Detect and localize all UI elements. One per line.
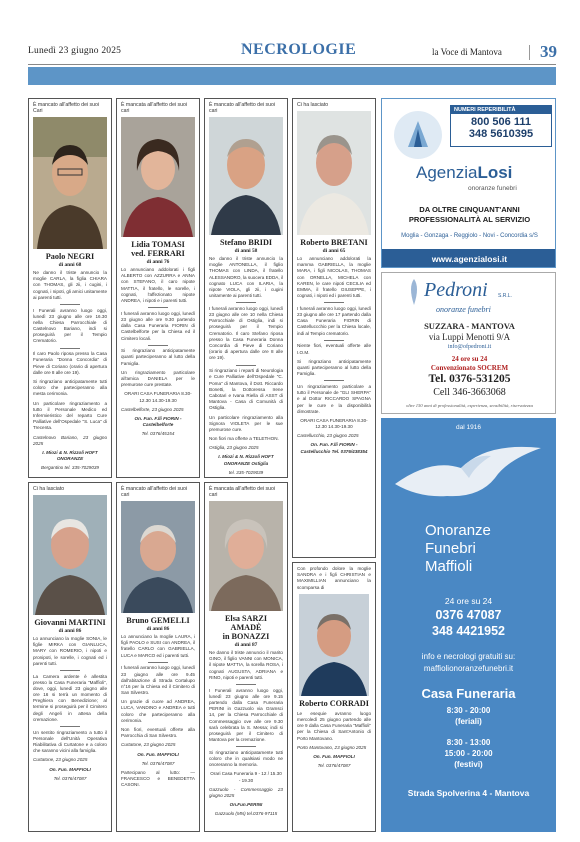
notice-text: Si ringraziano anticipatamente quanti parteciperanno al lutto della Famiglia. <box>121 348 195 366</box>
losi-tagline: DA OLTRE CINQUANT'ANNI <box>419 205 520 214</box>
funeral-firm: On. Fun. MAFFIOLI <box>137 751 179 757</box>
pedroni-footer: oltre 150 anni di professionalità, esperienza, sensibilità, riservatezza <box>406 403 533 408</box>
notice-sarzi <box>204 482 288 832</box>
losi-logo-icon <box>390 107 446 163</box>
notice-kicker: È mancato all'affetto dei suoi Cari <box>33 102 100 114</box>
funeral-phone: Tel. 0376/47087 <box>317 763 351 769</box>
notice-negri <box>28 98 112 478</box>
deceased-age: di anni 68 <box>58 262 82 269</box>
notice-text: I funerali avranno luogo oggi, lunedì 23 giugno alle ore 9.30 partendo dalla Casa Funeraria FIORIN di Castelbelforte per la Chiesa ed il Cimitero locali. <box>121 310 195 341</box>
funeral-firm: On. Fun. F.lli FIORIN - Castellucchio Tel. 0376/438354 <box>300 442 368 454</box>
funeral-firm: I. Miozi & N. Rizzoli HOFT ONORANZE <box>42 449 98 462</box>
portrait-photo <box>33 495 107 615</box>
notice-text: Ne danno il triste annuncio il marito GINO, il figlio VANNI con MONICA, il nipote MATTIA, la sorella ROSA, i cognati AUGUSTA, ADRIANA e RINO, nipoti e parenti tutti. <box>209 650 283 680</box>
page-date: Lunedì 23 giugno 2025 <box>28 46 122 56</box>
maffioli-opening: 15:00 - 20:00 <box>444 749 493 758</box>
maffioli-phone: 348 4421952 <box>432 624 505 638</box>
losi-subtitle: onoranze funebri <box>468 185 517 192</box>
notice-text: Un ringraziamento particolare a tutto il Personale de "GLI SHERPA" e al Dottor RICCARDO SPAGNA per le cure e la disponibilità dimostrate. <box>297 383 371 414</box>
maffioli-opening-label: (feriali) <box>455 717 482 726</box>
separator <box>324 380 344 381</box>
notice-text: Ne danno il triste annuncio la moglie CARLA, la figlia CHIARA con THOMAS, gli zii, i cugini, i cognati, i nipoti, gli amici unitamente ai parenti tutti. <box>33 270 107 300</box>
maffioli-funeral-home: Casa Funeraria <box>421 686 516 701</box>
notice-place: Curtatone, 23 giugno 2025 <box>121 742 176 748</box>
maffioli-title: Funebri <box>425 540 476 557</box>
notice-text: Le esequie avranno luogo mercoledì 25 giugno partendo alle ore 9 dalla Casa Funeraria "Maffioli" per la Chiesa di Sant'Antonio di Porto Mantovano. <box>297 710 371 741</box>
notice-text: Il caro Paolo riposa presso la Casa Funeraria "Donna Concordia" di Pieve di Coriano (orario di apertura dalle ore 8 alle ore 19). <box>33 351 107 375</box>
header-divider <box>529 45 530 60</box>
notice-text: Lo annunciano la moglie LAURA, i figli PAOLO e SUSI con ANDREA, il fratello CARLO con GABRIELLA, LUCA e MARCO ed i parenti tutti. <box>121 634 195 658</box>
notice-text: Lo annunciano addolorati la mamma GABRIELLA, la moglie MARA, i figli NICOLAS, THOMAS con ORNELLA, MICHELA con KAREN, le care nipoti CECILIA ed EMMA, il fratello GIUSEPPE, i cognati, i nipoti ed i parenti tutti. <box>297 256 371 299</box>
header-rule <box>28 64 556 65</box>
maffioli-title: Onoranze <box>425 522 491 539</box>
funeral-phone: Tel. 0376/47087 <box>141 760 175 766</box>
notice-place: Curtatone, 23 giugno 2025 <box>33 757 88 763</box>
notice-text: Un ringraziamento particolare all'amica DANIELA per le premurose cure prestate. <box>121 369 195 388</box>
notice-text: Lo annunciano la moglie SONIA, le figlie MIRKA con GIANLUCA, MARY con ROMERIO, i nipoti e pronipoti, le sorelle, i cognati ed i parenti tutti. <box>33 636 107 666</box>
maffioli-address: Strada Spolverina 4 - Mantova <box>407 788 530 798</box>
notice-kicker: È mancato all'affetto dei suoi cari <box>121 486 188 498</box>
losi-brand <box>416 163 512 183</box>
dove-icon <box>391 438 547 516</box>
phone-box-title: NUMERI REPERIBILITÀ <box>451 106 551 114</box>
phone-number: 800 506 111 <box>471 116 531 128</box>
pedroni-subtitle: onoranze funebri <box>436 305 491 314</box>
notice-corradi <box>292 562 376 832</box>
losi-website[interactable]: www.agenzialosi.it <box>382 249 556 268</box>
ad-pedroni <box>381 272 556 414</box>
dove-icon <box>406 277 422 307</box>
notice-text: Un particolare ringraziamento alla Signora VIOLETA per le sue premurose cure. <box>209 414 283 432</box>
notice-text: Lo annunciano addolorati i figli ALBERTO con AZZURRA e ANNA con STEFANO, il caro nipote MATTIA, il fratello, le sorelle, i cognati, l'affezionato nipote ANDREA, i nipoti e i parenti tutti. <box>121 267 195 303</box>
portrait-photo <box>121 501 195 613</box>
notice-place: Castelnovo Bariano, 23 giugno 2025 <box>33 434 107 446</box>
notice-kicker: È mancata all'affetto dei suoi cari <box>121 102 188 114</box>
notice-kicker: Ci ha lasciato <box>33 486 65 492</box>
pedroni-hours: 24 ore su 24 <box>451 355 488 363</box>
deceased-married-name: in BONAZZI <box>222 632 270 642</box>
separator <box>236 365 256 366</box>
ad-agenzia-losi <box>381 98 556 268</box>
pedroni-email[interactable]: info@ofpedroni.it <box>447 344 492 350</box>
page-number: 39 <box>540 42 557 61</box>
maffioli-opening-label: (festivi) <box>454 760 483 769</box>
separator <box>236 302 256 303</box>
maffioli-opening: 8:30 - 20:00 <box>446 706 491 715</box>
brand-part: Agenzia <box>416 163 478 182</box>
maffioli-opening: 8:30 - 13:00 <box>446 738 491 747</box>
funeral-firm: On. Fun. F.lli FIORIN - Castelbelforte <box>134 415 182 428</box>
notice-bretani <box>292 98 376 558</box>
notice-text: Non fiori ma offerte a TELETHON. <box>209 436 279 442</box>
portrait-photo <box>297 111 371 235</box>
notice-martini <box>28 482 112 832</box>
funeral-firm: On.Fun.PERINI <box>229 802 263 808</box>
maffioli-phone: 0376 47087 <box>435 608 502 622</box>
pedroni-city: SUZZARA - MANTOVA <box>424 321 515 331</box>
losi-tagline: PROFESSIONALITÀ AL SERVIZIO <box>408 215 531 224</box>
notice-text: I Funerali avranno luogo oggi, lunedì 23 giugno alle ore 16.30 nella Chiesa Parrocchiale di Castelnovo Bariano, indi si proseguirà per il Tempio Crematorio. <box>33 307 107 344</box>
deceased-age: di anni 86 <box>58 628 82 635</box>
funeral-firm: I. Miozi & N. Rizzoli HOFT ONORANZE Ostiglia <box>218 454 274 466</box>
deceased-name: Bruno GEMELLI <box>126 616 190 625</box>
separator <box>60 726 80 727</box>
notice-tomasi <box>116 98 200 478</box>
portrait-photo <box>299 594 369 696</box>
portrait-photo <box>121 117 195 237</box>
maffioli-hours: 24 ore su 24 <box>444 596 493 606</box>
funeral-firm: On. Fun. MAFFIOLI <box>49 766 91 772</box>
deceased-married-name: ved. FERRARI <box>131 249 185 259</box>
notice-place: Porto Mantovano, 23 giugno 2025 <box>297 744 367 750</box>
funeral-phone: Tel. 0376/45154 <box>141 431 175 437</box>
deceased-name: Elsa SARZI AMADÈ <box>224 614 268 633</box>
deceased-age: di anni 86 <box>146 626 170 633</box>
separator <box>324 302 344 303</box>
portrait-photo <box>209 501 283 611</box>
notice-text: Si ringraziano anticipatamente quanti parteciperanno al lutto della Famiglia. <box>297 358 371 377</box>
pedroni-convention: Convenzionato SOCREM <box>430 364 509 372</box>
portrait-photo <box>209 117 283 235</box>
deceased-age: di anni 58 <box>234 248 258 255</box>
deceased-name: Roberto CORRADI <box>299 698 369 708</box>
separator <box>148 307 168 308</box>
separator <box>236 746 256 747</box>
notice-text: Un particolare ringraziamento a tutto il Personale Medico ed Infermieristico del reparto Cure Palliative dell'Ospedale "S. Luca" di Trecenta. <box>33 400 107 431</box>
funeral-phone: tel. 335-7029039 <box>228 469 264 475</box>
funeral-phone: Bergantino tel. 335-7029039 <box>41 465 99 471</box>
notice-text: I funerali avranno luogo oggi, lunedì 23 giugno alle ore 9.45 dall'abitazione di Strada Cortalupo n°16 per la Chiesa ed il Cimitero di San Silvestro. <box>121 665 195 696</box>
notice-text: Niente fiori, eventuali offerte alle I.O.M. <box>297 343 371 355</box>
notice-text: I funerali avranno luogo oggi, lunedì 23 giugno alle ore 17 partendo dalla Casa Funeraria FIORIN di Castelluccchio per la Chiesa locale, indi al Tempio crematorio. <box>297 305 371 336</box>
losi-towns: Moglia - Gonzaga - Reggiolo - Novi - Concordia s/S <box>401 233 538 239</box>
funeral-firm: On. Fun. MAFFIOLI <box>313 753 355 759</box>
pedroni-company-type: S.R.L. <box>498 293 512 299</box>
condolence-note: Partecipano al lutto: — FRANCESCO e BENEDETTA CASONI. <box>121 769 195 788</box>
maffioli-title: Maffioli <box>425 558 473 575</box>
section-title: NECROLOGIE <box>241 41 357 58</box>
maffioli-info: info e necrologi gratuiti su: <box>421 652 516 661</box>
deceased-name: Giovanni MARTINI <box>34 618 106 627</box>
page-header <box>28 42 556 64</box>
funeral-hours: Orari Casa Funeraria 9 - 12 / 15.30 - 19.30 <box>210 771 282 783</box>
deceased-name: Stefano BRIDI <box>219 238 273 247</box>
notice-text: Con profondo dolore la moglie SANDRA e i figli CHRISTIAN e MAXIMILLIAN annunciano la scomparsa di <box>297 566 371 590</box>
funeral-phone: Gazzuolo (MN) tel.0376-97115 <box>214 811 278 817</box>
separator <box>60 304 80 305</box>
ad-maffioli <box>381 418 556 832</box>
notice-text: Non fiori, eventuali offerte alla Parrocchia di San Silvestro. <box>121 727 195 739</box>
phone-box <box>450 105 552 147</box>
notice-gemelli <box>116 482 200 832</box>
notice-text: I funerali avranno luogo oggi, lunedì 23 giugno alle ore 10 nella Chiesa Parrocchiale di Ostiglia, indi si proseguirà per il Tempio Crematorio. Il caro Stefano riposa presso la Casa Funeraria Donna Concordia di Pieve di Coriano (orario di apertura dalle ore 8 alle ore 19). <box>209 305 283 361</box>
separator <box>60 670 80 671</box>
notice-place: Castellucchio, 23 giugno 2025 <box>297 433 359 439</box>
notice-text: Ne danno il triste annuncio la moglie ANTONELLA, il figlio THOMAS con LINDA, il fratello ALESSANDRO, la suocera EDDA, il cognato LUCA con ILARIA, la nipote VIOLA, gli zii, i cugini unitamente ai parenti tutti. <box>209 256 283 299</box>
notice-text: Si ringraziano anticipatamente tutti coloro che parteciperanno alla mesta cerimonia. <box>33 379 107 397</box>
section-band <box>28 67 556 85</box>
deceased-name: Paolo NEGRI <box>45 252 95 261</box>
deceased-age: di anni 65 <box>322 248 346 255</box>
notice-text: La Camera ardente è allestita presso la Casa Funeraria "Maffioli", dove, oggi, lunedì 23 giugno alle ore 16 si terrà un momento di Preghiera con Benedizione; al termine si proseguirà per il Cimitero degli Angeli in attesa della cremazione. <box>33 673 107 722</box>
publication-name: la Voce di Mantova <box>432 47 502 57</box>
separator <box>324 340 344 341</box>
maffioli-since: dal 1916 <box>456 424 481 431</box>
deceased-age: di anni 87 <box>234 642 258 649</box>
portrait-photo <box>33 117 107 249</box>
pedroni-phone: Tel. 0376-531205 <box>428 373 511 385</box>
notice-place: Castelbelforte, 23 giugno 2025 <box>121 406 184 412</box>
separator <box>60 348 80 349</box>
funeral-hours: ORARI CASA FUNERARIA 8.30-12.30 14.30-19.30 <box>124 391 192 403</box>
pedroni-address: via Luppi Menotti 9/A <box>428 332 511 342</box>
deceased-name: Roberto BRETANI <box>300 238 368 247</box>
pedroni-mobile: Cell 346-3663068 <box>433 387 506 398</box>
deceased-name: Lidia TOMASI <box>131 240 185 249</box>
separator <box>236 684 256 685</box>
deceased-age: di anni 76 <box>146 259 170 266</box>
funeral-hours: ORARI CASA FUNERARIA 8.30-12.30 14.30-19.30 <box>300 417 368 430</box>
phone-number: 348 5610395 <box>468 128 534 140</box>
maffioli-website[interactable]: maffiolionoranzefunebri.it <box>423 664 514 673</box>
notice-text: I Funerali avranno luogo oggi, lunedì 23 giugno alle ore 9.15 partendo dalla Casa Funeraria PERINI in Gazzuolo via Gramsci 14, per la Chiesa Parrocchiale di Commessaggio ove alle ore 9.30 sarà celebrata la S. Messa; indi si proseguirà per il Cimitero di Mantova per la cremazione. <box>209 687 283 743</box>
notice-text: Un sentito ringraziamento a tutto il Personale dell'Unità Operativa Riabilitativa di Curtatone e a coloro che saranno vicini alla famiglia. <box>33 729 107 754</box>
notice-text: Un grazie di cuore ad ANDREA, LUCA, VANDINO e ANDREA e tutti coloro che parteciperanno alla cerimonia. <box>121 699 195 723</box>
separator <box>148 662 168 663</box>
brand-part: Losi <box>477 163 513 182</box>
notice-place: Gazzuolo - Commessaggio 23 giugno 2025 <box>209 786 283 798</box>
funeral-phone: Tel. 0376/47087 <box>53 775 87 781</box>
notice-kicker: Ci ha lasciato <box>297 102 329 108</box>
notice-kicker: È mancata all'affetto dei suoi cari <box>209 486 276 498</box>
pedroni-brand: Pedroni <box>424 279 488 301</box>
notice-kicker: È mancato all'affetto dei suoi cari <box>209 102 276 114</box>
notice-text: Si ringraziano anticipatamente tutti coloro che in qualsiasi modo ne onoreranno la memoria. <box>209 749 283 768</box>
notice-place: Ostiglia, 23 giugno 2025 <box>209 445 259 451</box>
separator <box>148 345 168 346</box>
notice-bridi <box>204 98 288 478</box>
notice-text: Si ringraziano i reparti di Neurologia e Cure Palliative dell'Ospedale "C. Poma" di Mantova, il Dott. Riccardo Bonetti, la Dottoressa Irene Cabotari e Ivana Riella di ASST di Mantova - Casa di Comunità di Ostiglia. <box>209 368 283 411</box>
